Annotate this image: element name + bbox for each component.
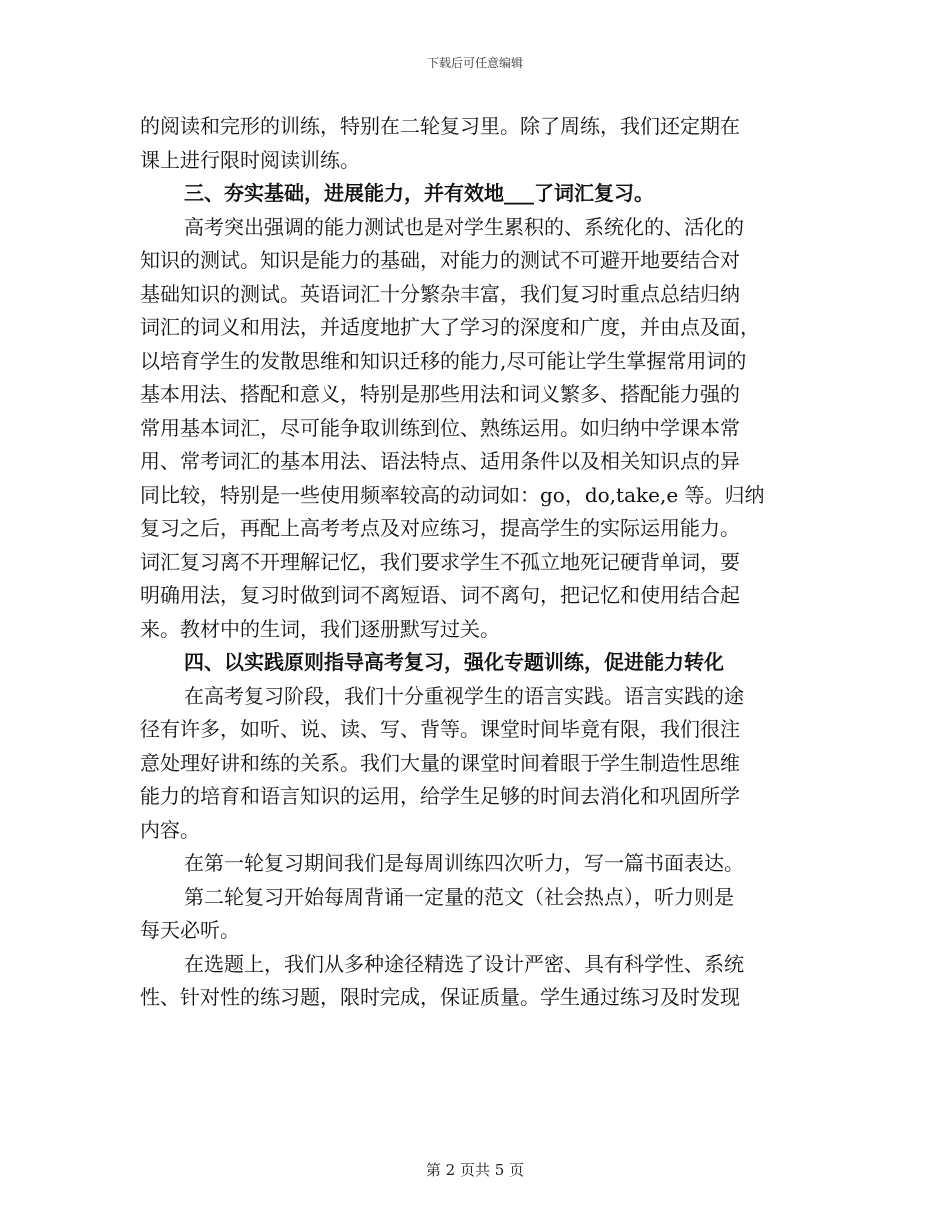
- text-line: 内容。: [140, 817, 200, 842]
- text-line: 来。教材中的生词，我们逐册默写过关。: [140, 616, 500, 641]
- text-line: 性、针对性的练习题，限时完成，保证质量。学生通过练习及时发现: [140, 985, 740, 1009]
- text-line: 的阅读和完形的训练，特别在二轮复习里。除了周练，我们还定期在: [140, 114, 740, 138]
- page-header: 下载后可任意编辑: [426, 56, 523, 70]
- text-line: 第二轮复习开始每周背诵一定量的范文（社会热点），听力则是: [184, 884, 734, 909]
- text-line: 词汇复习离不开理解记忆，我们要求学生不孤立地死记硬背单词，要: [140, 549, 740, 574]
- text-line: 明确用法，复习时做到词不离短语、词不离句，把记忆和使用结合起: [140, 583, 740, 607]
- text-line: 在高考复习阶段，我们十分重视学生的语言实践。语言实践的途: [184, 683, 744, 708]
- text-line: 基本用法、搭配和意义，特别是那些用法和词义繁多、搭配能力强的: [140, 382, 740, 406]
- text-line: 高考突出强调的能力测试也是对学生累积的、系统化的、活化的: [184, 214, 744, 239]
- text-line: 同比较，特别是一些使用频率较高的动词如：go，do,take,e 等。归纳: [140, 482, 765, 507]
- section-heading: 四、以实践原则指导高考复习，强化专题训练，促进能力转化: [184, 650, 724, 674]
- text-line: 能力的培育和语言知识的运用，给学生足够的时间去消化和巩固所学: [140, 784, 740, 808]
- text-line: 基础知识的测试。英语词汇十分繁杂丰富，我们复习时重点总结归纳: [140, 281, 740, 306]
- text-line: 在第一轮复习期间我们是每周训练四次听力，写一篇书面表达。: [184, 851, 744, 875]
- text-line: 常用基本词汇，尽可能争取训练到位、熟练运用。如归纳中学课本常: [140, 415, 740, 440]
- text-line: 复习之后，再配上高考考点及对应练习，提高学生的实际运用能力。: [140, 516, 740, 540]
- text-line: 课上进行限时阅读训练。: [140, 147, 360, 172]
- text-line: 径有许多，如听、说、读、写、背等。课堂时间毕竟有限，我们很注: [140, 717, 740, 741]
- page-footer: 第 2 页共 5 页: [425, 1161, 525, 1179]
- section-heading: 三、夯实基础，进展能力，并有效地___了词汇复习。: [184, 181, 654, 205]
- text-line: 每天必听。: [140, 918, 240, 942]
- text-line: 以培育学生的发散思维和知识迁移的能力,尽可能让学生掌握常用词的: [140, 348, 747, 373]
- text-line: 词汇的词义和用法，并适度地扩大了学习的深度和广度，并由点及面，: [140, 315, 760, 339]
- document-body: [140, 110, 815, 1015]
- text-line: 用、常考词汇的基本用法、语法特点、适用条件以及相关知识点的异: [140, 449, 740, 473]
- text-line: 意处理好讲和练的关系。我们大量的课堂时间着眼于学生制造性思维: [140, 750, 740, 775]
- text-line: 知识的测试。知识是能力的基础，对能力的测试不可避开地要结合对: [140, 248, 740, 272]
- text-line: 在选题上，我们从多种途径精选了设计严密、具有科学性、系统: [184, 951, 744, 976]
